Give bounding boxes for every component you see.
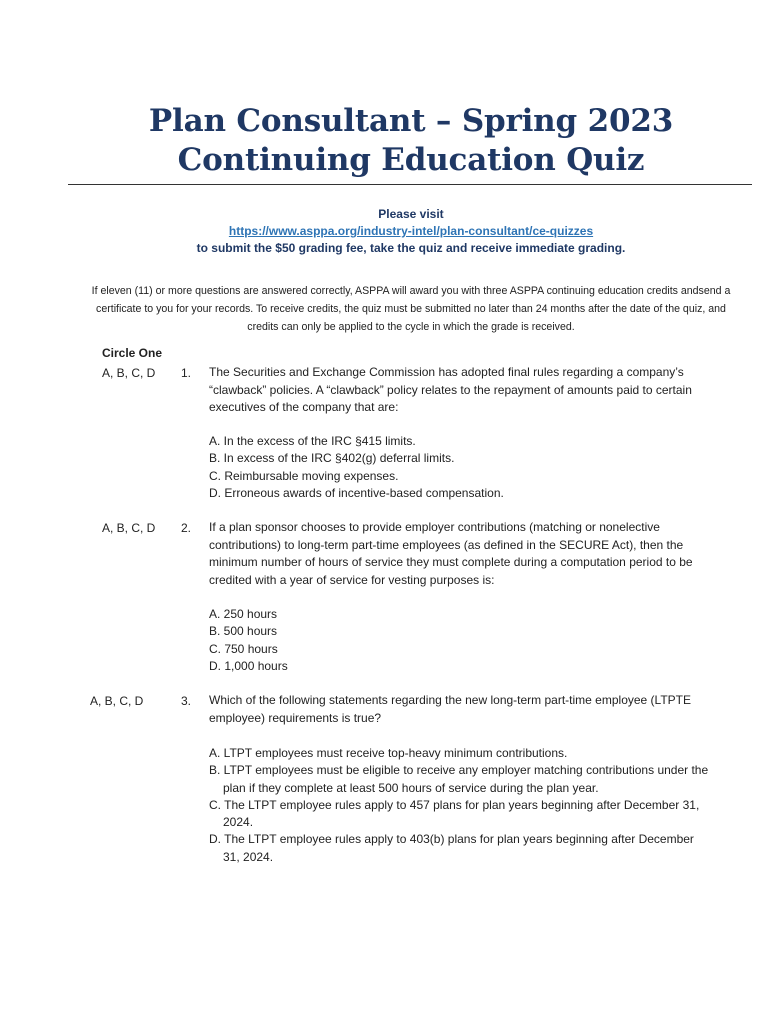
option-2b: B. 500 hours [209,624,278,639]
option-3c: C. The LTPT employee rules apply to 457 plans for plan years beginning after December 31, 2024. [209,797,700,830]
page-title-line-1: Plan Consultant – Spring 2023 [148,103,674,139]
question-number-3: 3. [181,694,192,708]
option-1d: D. Erroneous awards of incentive-based compensation. [209,485,504,500]
intro-paragraph: If eleven (11) or more questions are answered correctly, ASPPA will award you with three ASPPA continuing education credits andsend a certificate to you for your records. To receive credits, the quiz must be submitted no later than 24 months after the date of the quiz, and credits can only be applied to the cycle in which the grade is received. [91,285,731,333]
answer-choices-q1[interactable]: A, B, C, D [102,366,156,380]
question-text-2: If a plan sponsor chooses to provide employer contributions (matching or nonelective contributions) to long-term part-time employees (as defined in the SECURE Act), then the minimum number of hours of service they must complete during a computation period to be credited with a year of service for vesting purposes is: [209,520,693,587]
page-title-line-2: Continuing Education Quiz [177,142,645,178]
option-2d: D. 1,000 hours [209,658,288,673]
question-number-1: 1. [181,366,192,380]
answer-choices-q3[interactable]: A, B, C, D [90,694,144,708]
quiz-link[interactable]: https://www.asppa.org/industry-intel/plan-consultant/ce-quizzes [228,224,594,238]
option-1b: B. In excess of the IRC §402(g) deferral limits. [209,451,455,466]
circle-one-label: Circle One [102,346,163,360]
option-2a: A. 250 hours [209,607,278,621]
option-3d: D. The LTPT employee rules apply to 403(b) plans for plan years beginning after December 31, 2024. [209,832,694,864]
question-text-1: The Securities and Exchange Commission has adopted final rules regarding a company’s “clawback” policies. A “clawback” policy relates to the repayment of amounts paid to certain executives of the company that are: [209,365,692,414]
option-1a: A. In the excess of the IRC §415 limits. [209,434,416,448]
options-q1 [209,433,709,502]
option-1c: C. Reimbursable moving expenses. [209,468,399,483]
visit-prompt: Please visit [378,207,444,221]
title-divider [68,184,752,185]
grading-fee-note: to submit the $50 grading fee, take the quiz and receive immediate grading. [196,241,626,255]
option-3a: A. LTPT employees must receive top-heavy minimum contributions. [209,746,568,760]
option-2c: C. 750 hours [209,641,278,656]
option-3b: B. LTPT employees must be eligible to receive any employer matching contributions under the plan if they complete at least 500 hours of service during the plan year. [209,763,709,795]
question-text-3: Which of the following statements regarding the new long-term part-time employee (LTPTE employee) requirements is true? [209,693,691,725]
options-q3 [209,745,709,866]
options-q2 [209,606,709,675]
answer-choices-q2[interactable]: A, B, C, D [102,521,156,535]
question-number-2: 2. [181,521,192,535]
